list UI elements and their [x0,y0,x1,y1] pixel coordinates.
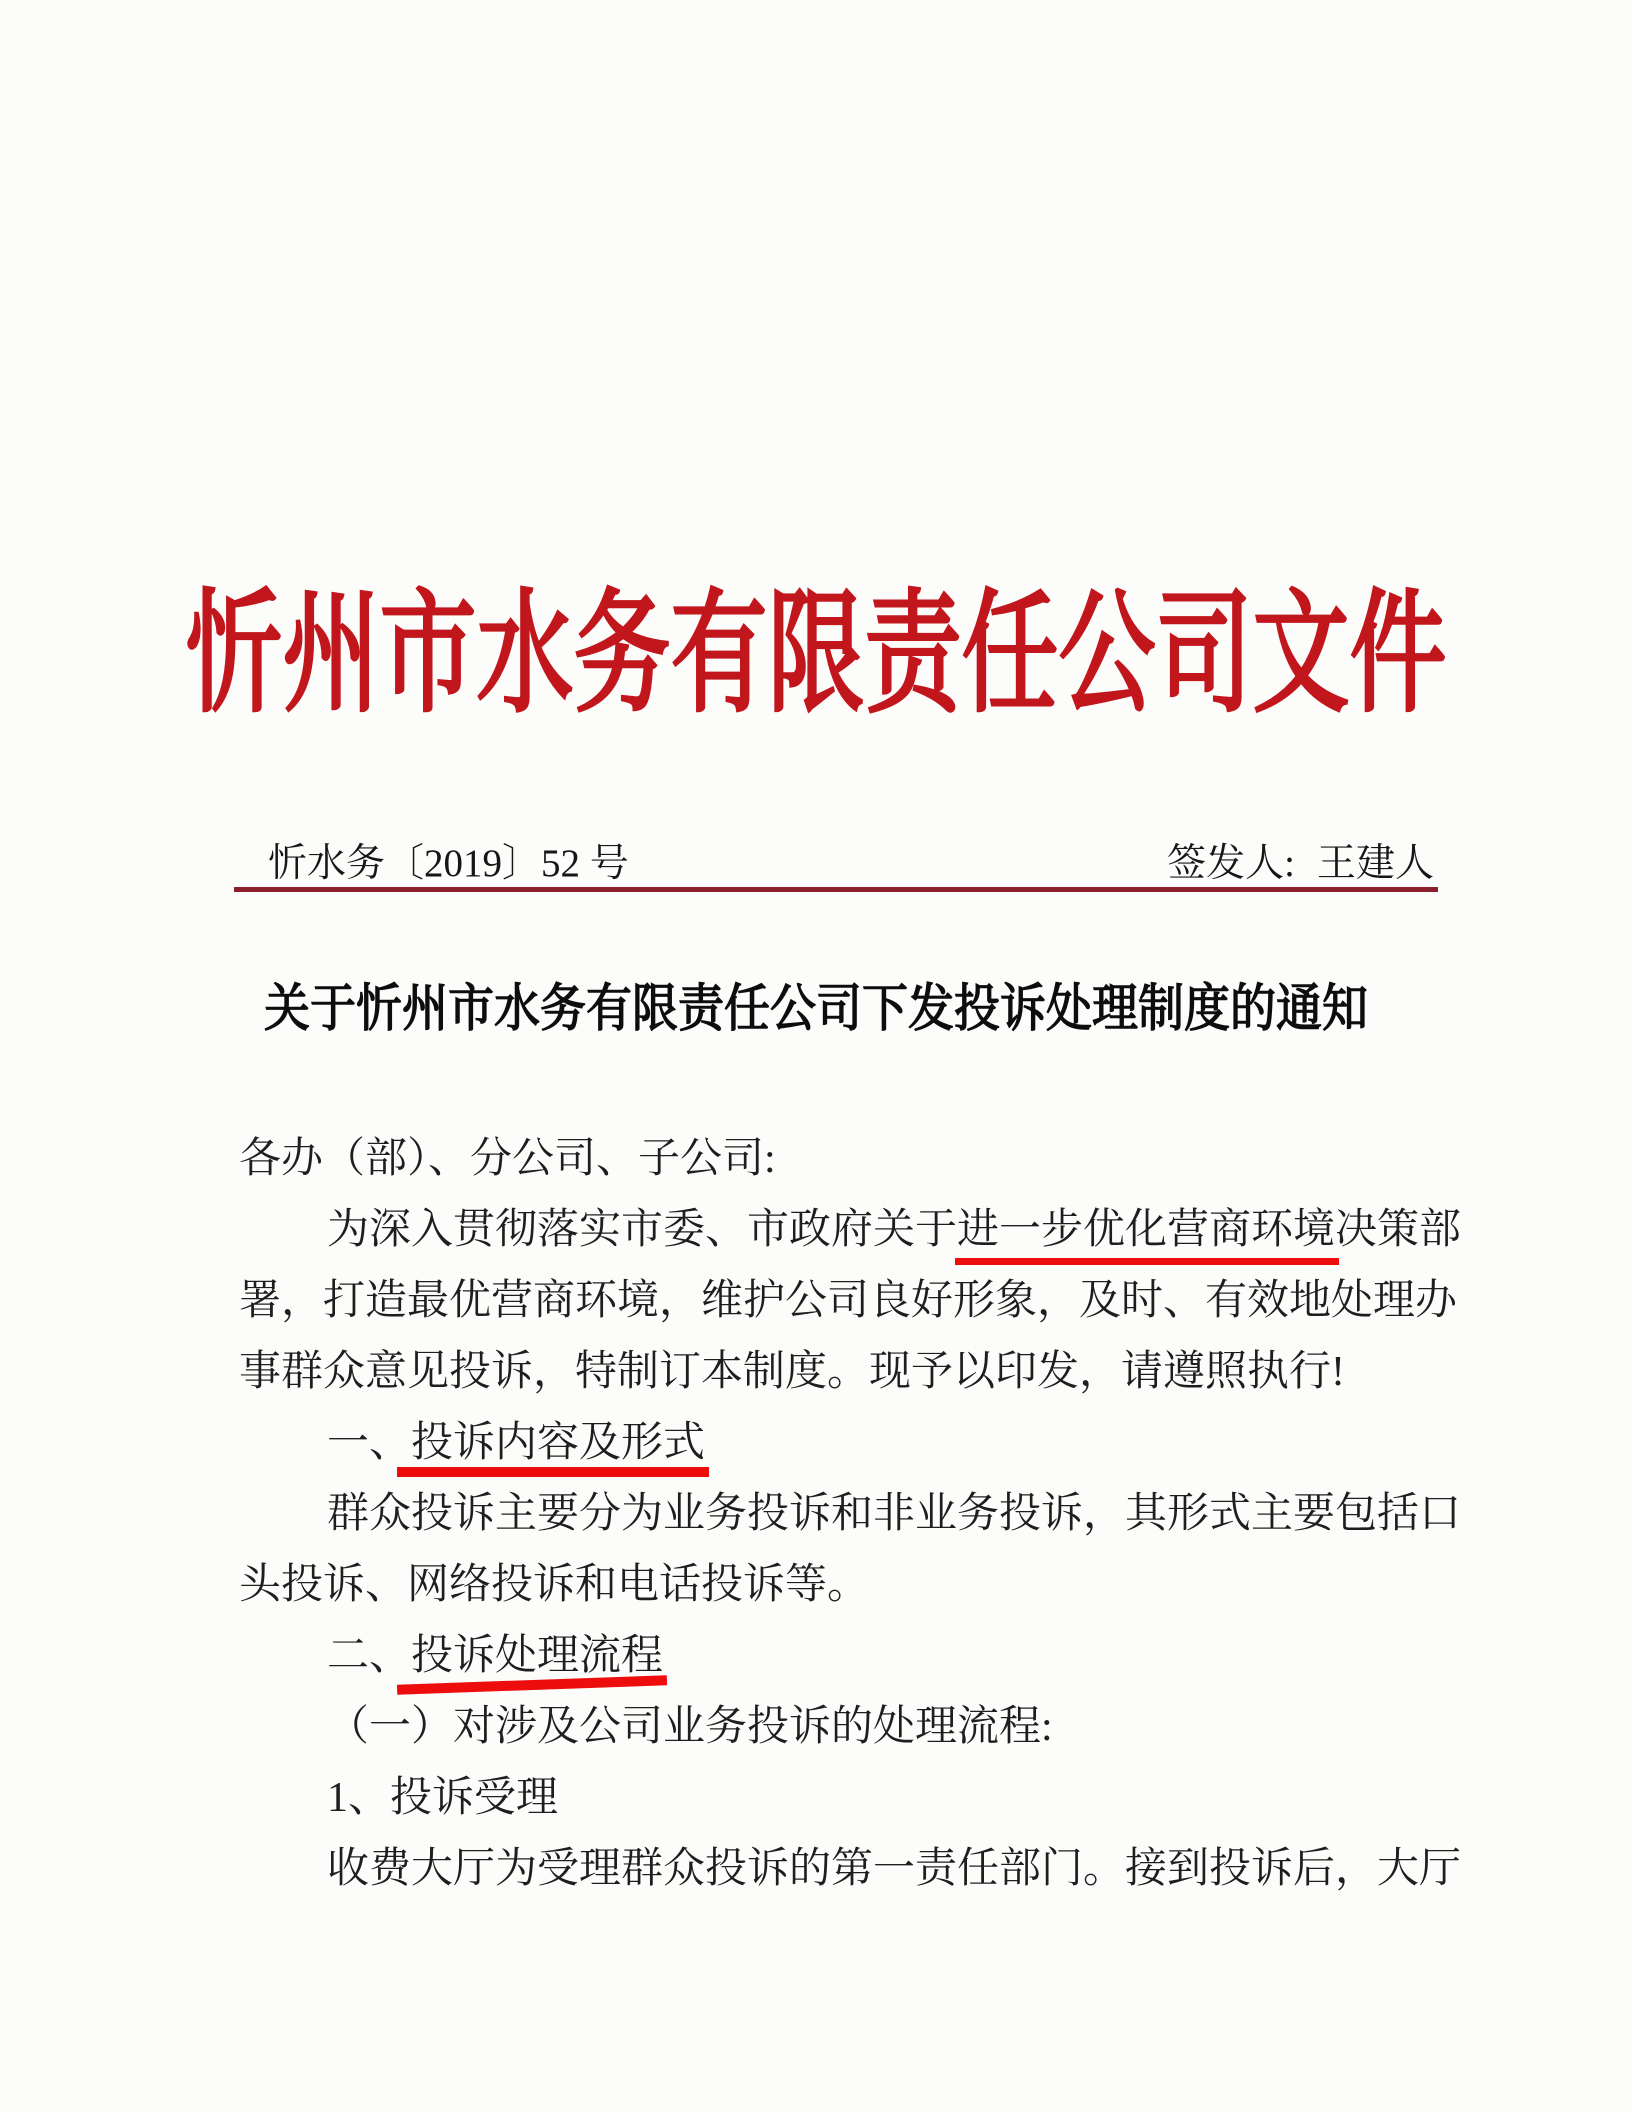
issuer-name: 王建人 [1316,842,1434,885]
paragraph-text: 收费大厅为受理群众投诉的第一责任部门。接到投诉后，大厅 [327,1846,1462,1892]
underlined-phrase-optimize-business-env: 进一步优化营商环境 [957,1206,1335,1256]
document-number: 忻水务〔2019〕52 号 [268,842,629,885]
body-line-paragraph-1 [239,1195,1489,1266]
issuer-label: 签发人: [1167,842,1295,885]
paragraph-text: 事群众意见投诉，特制订本制度。现予以印发，请遵照执行! [239,1349,1345,1395]
notice-body [239,1124,1489,1905]
underlined-heading-complaint-content: 投诉内容及形式 [411,1419,705,1469]
red-separator-rule [234,887,1438,892]
body-line-paragraph-2 [239,1479,1489,1550]
body-line-paragraph-2-cont [239,1550,1489,1621]
paragraph-text: 头投诉、网络投诉和电话投诉等。 [239,1562,870,1608]
document-info-row [268,832,1434,888]
company-header-title: 忻州市水务有限责任公司文件 [185,581,1447,729]
paragraph-text: 署，打造最优营商环境，维护公司良好形象，及时、有效地处理办 [239,1278,1458,1324]
paragraph-text: 群众投诉主要分为业务投诉和非业务投诉，其形式主要包括口 [327,1491,1462,1537]
heading-number: 二、 [327,1633,412,1679]
notice-title: 关于忻州市水务有限责任公司下发投诉处理制度的通知 [264,980,1368,1038]
body-line-paragraph-1-cont2 [239,1337,1489,1408]
body-line-subheading-1 [239,1692,1489,1763]
list-item-text: 1、投诉受理 [327,1775,559,1821]
body-line-item-1 [239,1763,1489,1834]
body-line-heading-1 [239,1408,1489,1479]
underlined-heading-complaint-process: 投诉处理流程 [411,1632,663,1682]
body-line-paragraph-3 [239,1834,1489,1905]
paragraph-text: 决策部 [1335,1207,1462,1253]
salutation-text: 各办（部）、分公司、子公司: [239,1136,776,1182]
subheading-text: （一）对涉及公司业务投诉的处理流程: [327,1704,1053,1750]
body-line-heading-2 [239,1621,1489,1692]
paragraph-text: 为深入贯彻落实市委、市政府关于 [327,1207,958,1253]
heading-number: 一、 [327,1420,412,1466]
issuer [1167,832,1434,888]
body-line-paragraph-1-cont [239,1266,1489,1337]
body-line-salutation [239,1124,1489,1195]
